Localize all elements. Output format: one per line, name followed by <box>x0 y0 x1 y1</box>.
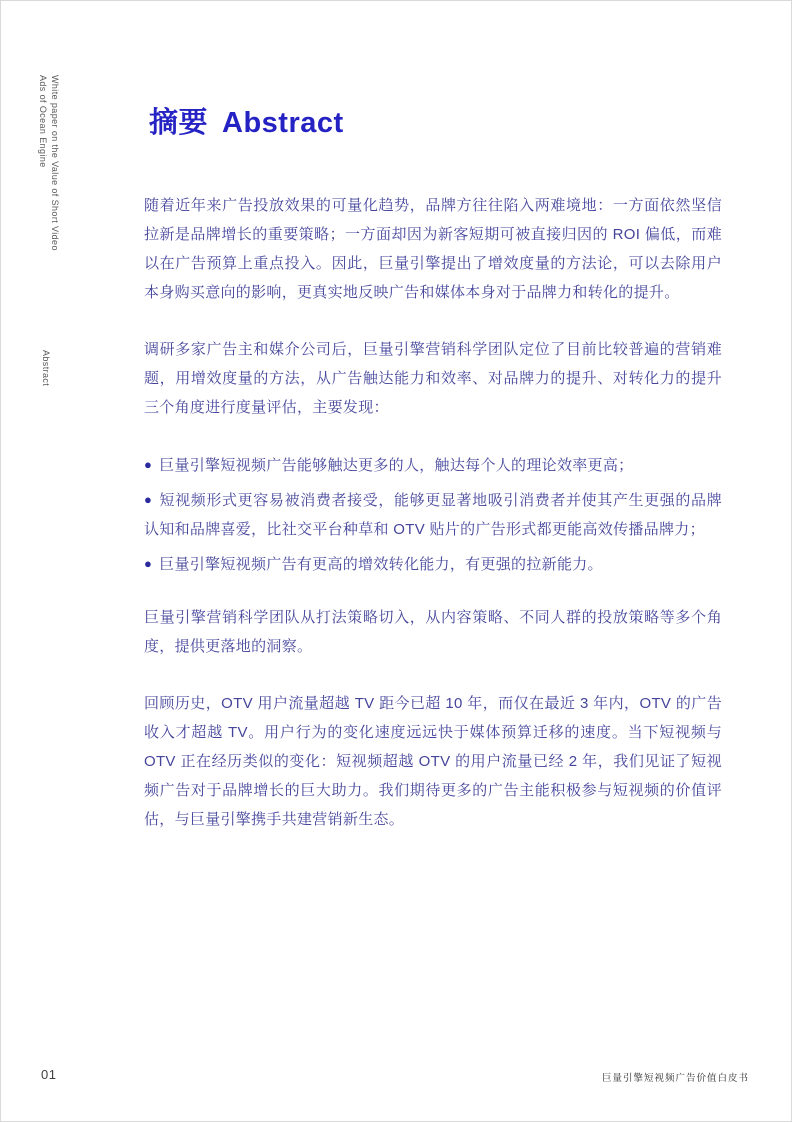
body-text-column <box>144 191 722 862</box>
spine-title-line2: Ads of Ocean Engine <box>38 75 48 168</box>
bullet-dot-icon: ● <box>144 492 153 507</box>
page-title-en: Abstract <box>222 107 344 140</box>
page-title <box>149 100 344 141</box>
bullet-text: 巨量引擎短视频广告能够触达更多的人，触达每个人的理论效率更高； <box>159 457 634 474</box>
findings-bullet-list <box>144 450 722 579</box>
page-title-zh: 摘要 <box>149 107 209 140</box>
bullet-text: 巨量引擎短视频广告有更高的增效转化能力，有更强的拉新能力。 <box>159 556 603 573</box>
bullet-dot-icon: ● <box>144 457 153 472</box>
bullet-item <box>144 485 722 544</box>
footer-page-number: 01 <box>41 1067 57 1082</box>
bullet-dot-icon: ● <box>144 556 153 571</box>
paragraph: 调研多家广告主和媒介公司后，巨量引擎营销科学团队定位了目前比较普遍的营销难题，用增效度量的方法，从广告触达能力和效率、对品牌力的提升、对转化力的提升三个角度进行度量评估，主要发现： <box>144 341 722 416</box>
spine-title-line1: White paper on the Value of Short Video <box>50 75 60 251</box>
paragraph: 随着近年来广告投放效果的可量化趋势，品牌方往往陷入两难境地：一方面依然坚信拉新是品牌增长的重要策略；一方面却因为新客短期可被直接归因的 ROI 偏低，而难以在广告预算上重点投入。因此，巨量引擎提出了增效度量的方法论，可以去除用户本身购买意向的影响，更真实地反映广告和媒体本身对于品牌力和转化的提升。 <box>144 197 722 301</box>
paragraph: 巨量引擎营销科学团队从打法策略切入，从内容策略、不同人群的投放策略等多个角度，提供更落地的洞察。 <box>144 609 722 655</box>
footer-book-title: 巨量引擎短视频广告价值白皮书 <box>601 1073 749 1084</box>
bullet-item <box>144 450 722 480</box>
bullet-item <box>144 549 722 579</box>
spine-section-label: Abstract <box>41 350 51 387</box>
spine-title <box>37 75 61 305</box>
bullet-text: 短视频形式更容易被消费者接受，能够更显著地吸引消费者并使其产生更强的品牌认知和品牌喜爱，比社交平台种草和 OTV 贴片的广告形式都更能高效传播品牌力； <box>144 492 722 538</box>
paragraph: 回顾历史，OTV 用户流量超越 TV 距今已超 10 年，而仅在最近 3 年内，OTV 的广告收入才超越 TV。用户行为的变化速度远远快于媒体预算迁移的速度。当下短视频与 OTV 正在经历类似的变化：短视频超越 OTV 的用户流量已经 2 年，我们见证了短视频广告对于品牌增长的巨大助力。我们期待更多的广告主能积极参与短视频的价值评估，与巨量引擎携手共建营销新生态。 <box>144 695 722 828</box>
